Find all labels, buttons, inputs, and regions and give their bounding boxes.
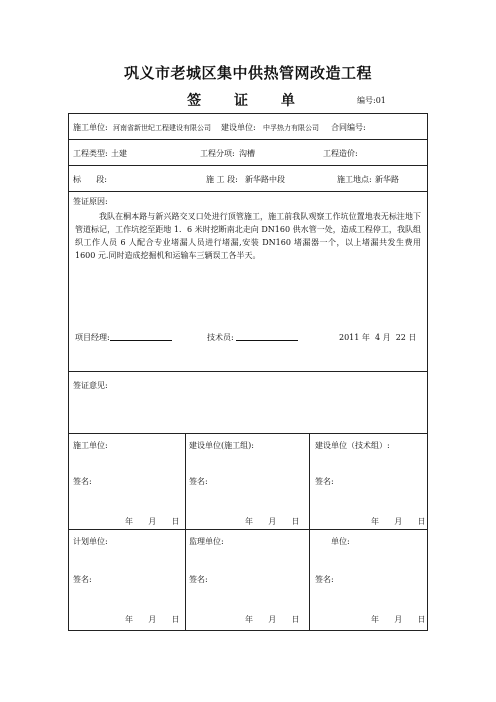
sign-name-label: 签名:	[73, 477, 92, 486]
section-row	[69, 166, 427, 192]
contract-no-label: 合同编号:	[331, 123, 366, 132]
sign-name-label: 签名:	[315, 575, 334, 584]
owner-label: 建设单位:	[221, 123, 256, 132]
sign-name-label: 签名:	[73, 575, 92, 584]
contractor-value: 河南省新世纪工程建设有限公司	[113, 124, 211, 132]
technician-signature-line	[236, 332, 298, 341]
site-label: 施工地点:	[337, 175, 372, 184]
build-section-label: 施 工 段:	[206, 175, 238, 184]
column-divider	[309, 434, 310, 530]
cost-label: 工程造价:	[323, 149, 358, 158]
build-section-value: 新华路中段	[245, 175, 285, 184]
visa-form-table	[68, 113, 428, 631]
sign-unit-label: 建设单位（技术组）:	[315, 441, 390, 450]
sign-name-label: 签名:	[189, 477, 208, 486]
reason-label: 签证原因:	[73, 197, 108, 206]
sign-date: 年 月 日	[371, 615, 426, 624]
sign-unit-label: 单位:	[331, 537, 350, 546]
sign-date: 年 月 日	[245, 615, 300, 624]
reason-date: 2011 年 4 月 22 日	[339, 333, 417, 342]
sign-unit-label: 建设单位(施工组):	[189, 441, 254, 450]
page-title: 巩义市老城区集中供热管网改造工程	[123, 64, 372, 82]
column-divider	[185, 434, 186, 530]
contractor-label: 施工单位:	[73, 123, 108, 132]
technician-field	[207, 332, 298, 343]
part-value: 沟槽	[239, 149, 255, 158]
column-divider	[185, 530, 186, 630]
sign-name-label: 签名:	[189, 575, 208, 584]
form-subtitle: 签 证 单	[187, 93, 309, 109]
sign-name-label: 签名:	[315, 477, 334, 486]
type-label: 工程类型:	[73, 149, 108, 158]
sign-date: 年 月 日	[371, 517, 426, 526]
sign-date: 年 月 日	[125, 517, 180, 526]
sign-unit-label: 监理单位:	[189, 537, 224, 546]
site-value: 新华路	[375, 175, 399, 184]
opinion-row	[69, 372, 427, 434]
owner-value: 中孚热力有限公司	[263, 124, 319, 132]
type-value: 土建	[111, 149, 127, 158]
sign-unit-label: 计划单位:	[73, 537, 108, 546]
part-label: 工程分项:	[200, 149, 235, 158]
reason-text: 我队在桐本路与新兴路交叉口处进行顶管施工，施工前我队观察工作坑位置地表无标注地下管道标记，工作坑挖至距地 1．6 米时挖断南北走向 DN160 供水管一处，造成工程停工，我队组织工作人员 6 人配合专业堵漏人员进行堵漏,安装 DN160 堵漏器一个，以上堵漏共发生费用 1600 元.同时造成挖掘机和运输车三辆误工各半天。	[75, 212, 421, 260]
signature-row-2	[69, 530, 427, 630]
project-manager-signature-line	[110, 332, 172, 341]
project-manager-label: 项目经理:	[75, 333, 110, 342]
units-row	[69, 114, 427, 140]
document-number: 编号:01	[357, 96, 386, 105]
sign-unit-label: 施工单位:	[73, 441, 108, 450]
type-row	[69, 140, 427, 166]
column-divider	[309, 530, 310, 630]
project-manager-field	[75, 332, 172, 343]
sign-date: 年 月 日	[125, 615, 180, 624]
opinion-label: 签证意见:	[73, 381, 108, 390]
signature-row-1	[69, 434, 427, 530]
sign-date: 年 月 日	[245, 517, 300, 526]
section-label: 标 段:	[73, 175, 107, 184]
technician-label: 技术员:	[207, 333, 234, 342]
reason-row	[69, 192, 427, 372]
